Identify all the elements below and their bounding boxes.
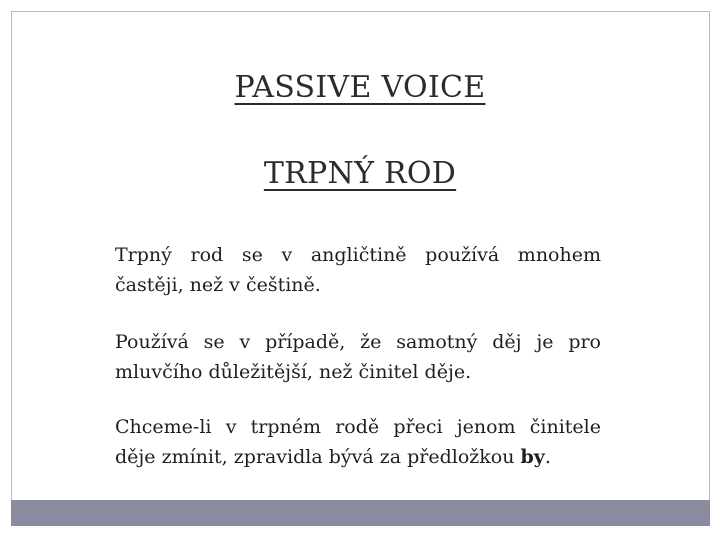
paragraph-1 [115, 240, 601, 300]
paragraph-3 [115, 412, 601, 472]
slide-title: PASSIVE VOICE [234, 70, 486, 105]
paragraph-2 [115, 327, 601, 387]
footer-band [11, 500, 710, 526]
paragraph-1-line-2: častěji, než v češtině. [115, 274, 321, 296]
paragraph-3-line-2-end: . [544, 446, 551, 468]
paragraph-3-line-1: Chceme-li v trpném rodě přeci jenom činitele [115, 416, 601, 438]
paragraph-3-line-2 [115, 442, 601, 472]
paragraph-2-line-1: Používá se v případě, že samotný děj je pro [115, 331, 601, 353]
slide-subtitle: TRPNÝ ROD [263, 156, 457, 191]
paragraph-3-line-2-text: děje zmínit, zpravidla bývá za předložkou [115, 446, 521, 468]
keyword-by: by [520, 446, 545, 468]
paragraph-2-line-2: mluvčího důležitější, než činitel děje. [115, 361, 472, 383]
paragraph-1-line-1: Trpný rod se v angličtině používá mnohem [115, 244, 601, 266]
